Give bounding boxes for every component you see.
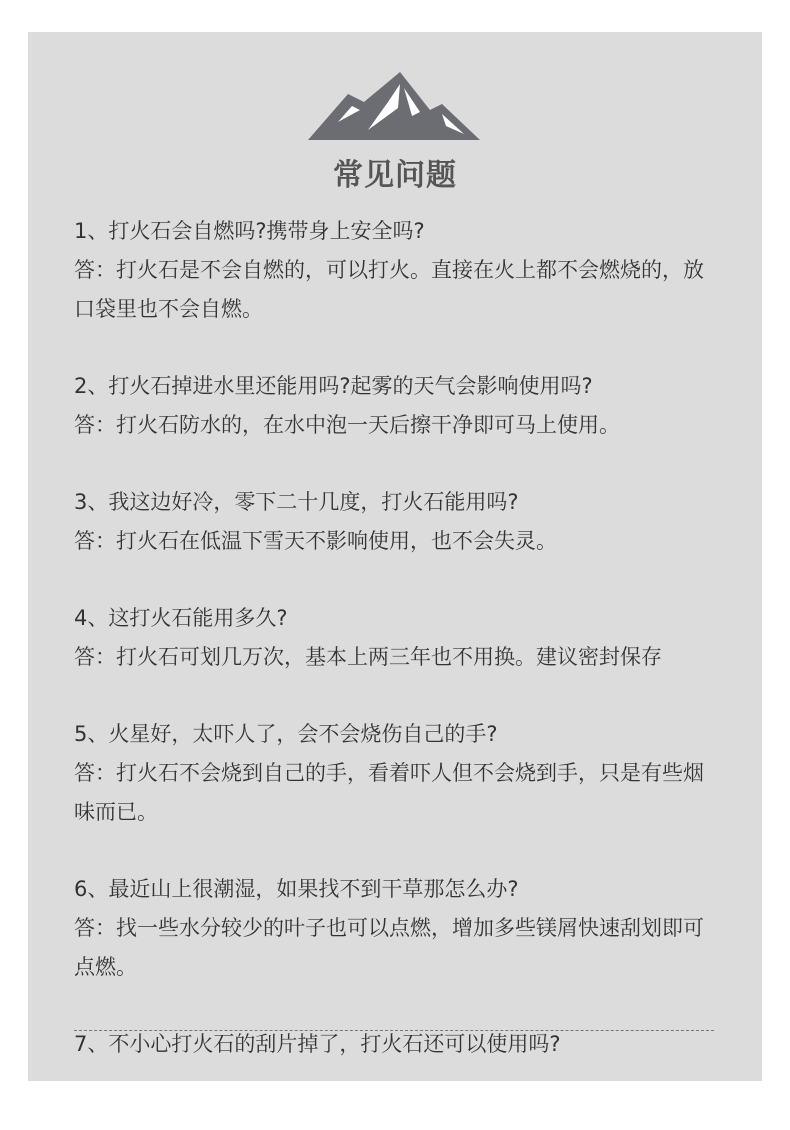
faq-answer: 答：打火石不会烧到自己的手，看着吓人但不会烧到手，只是有些烟味而已。	[74, 761, 704, 824]
faq-question: 3、我这边好冷，零下二十几度，打火石能用吗?	[74, 490, 519, 514]
faq-list	[74, 212, 724, 1064]
page-title: 常见问题	[333, 158, 457, 193]
dashed-divider	[74, 1030, 714, 1031]
faq-question: 7、不小心打火石的刮片掉了，打火石还可以使用吗?	[74, 1032, 561, 1056]
faq-item	[74, 715, 724, 832]
faq-item	[74, 367, 724, 445]
faq-answer: 答：打火石在低温下雪天不影响使用，也不会失灵。	[74, 529, 557, 553]
faq-item	[74, 599, 724, 677]
faq-question: 6、最近山上很潮湿，如果找不到干草那怎么办?	[74, 877, 519, 901]
faq-question: 5、火星好，太吓人了，会不会烧伤自己的手?	[74, 722, 498, 746]
faq-answer: 答：打火石可划几万次，基本上两三年也不用换。建议密封保存	[74, 645, 662, 669]
faq-answer: 答：打火石防水的，在水中泡一天后擦干净即可马上使用。	[74, 413, 620, 437]
faq-card	[28, 32, 762, 1081]
faq-question: 1、打火石会自燃吗?携带身上安全吗?	[74, 219, 425, 243]
mountain-icon	[308, 72, 480, 142]
faq-answer: 答：找一些水分较少的叶子也可以点燃，增加多些镁屑快速刮划即可点燃。	[74, 916, 704, 979]
faq-answer: 答：打火石是不会自燃的，可以打火。直接在火上都不会燃烧的，放口袋里也不会自燃。	[74, 258, 704, 321]
faq-item	[74, 483, 724, 561]
faq-item	[74, 870, 724, 987]
faq-question: 4、这打火石能用多久?	[74, 606, 288, 630]
faq-question: 2、打火石掉进水里还能用吗?起雾的天气会影响使用吗?	[74, 374, 593, 398]
faq-item	[74, 212, 724, 329]
